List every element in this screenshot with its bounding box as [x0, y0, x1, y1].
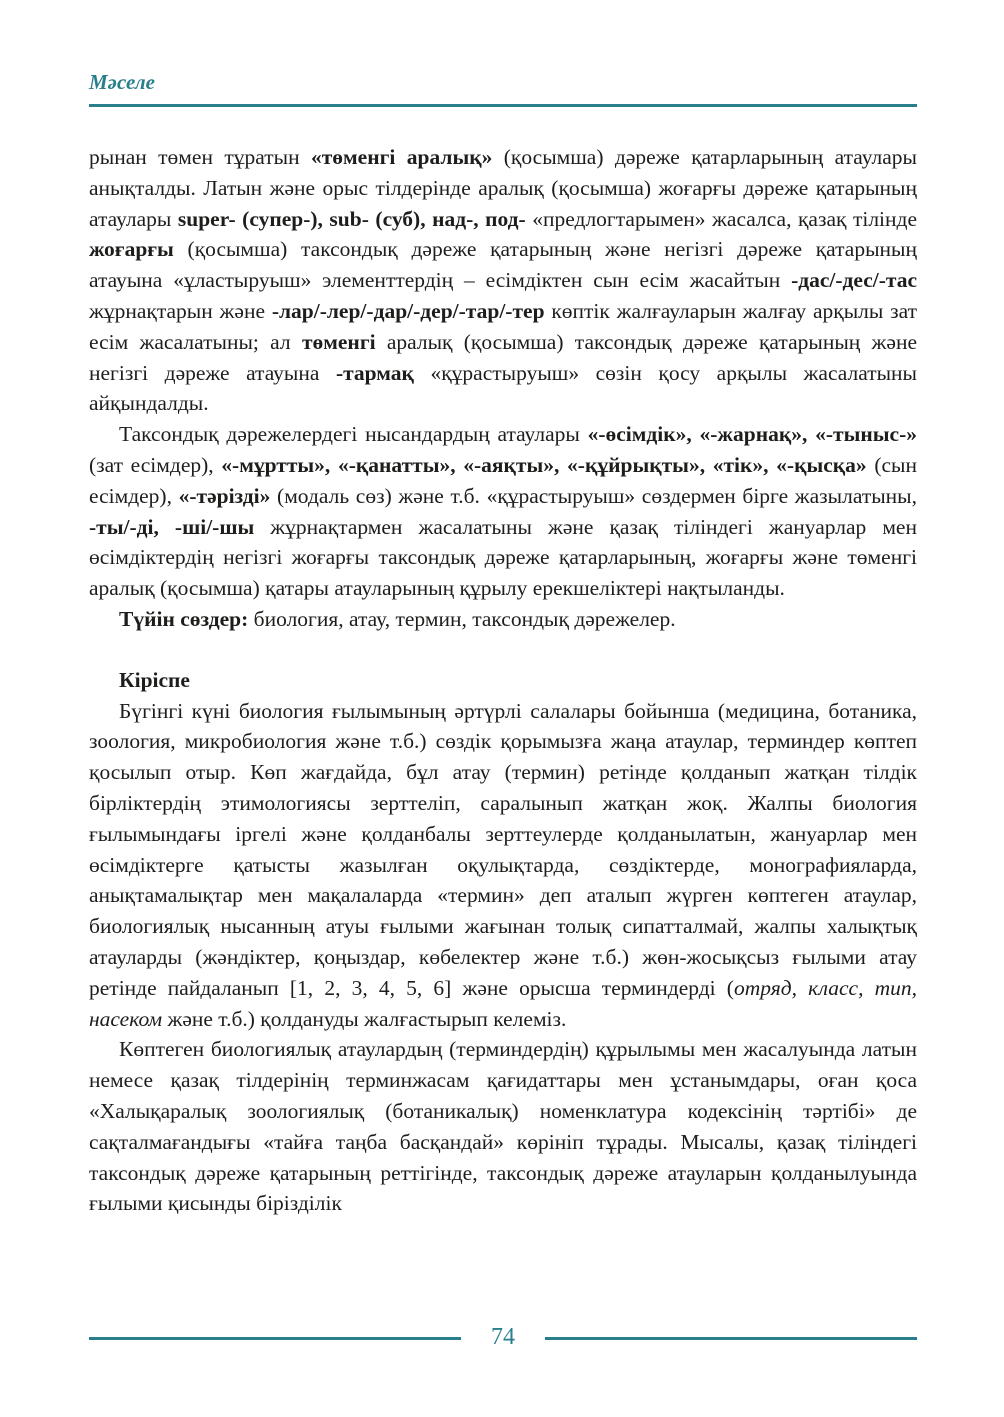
bold-term: «төменгі аралық»: [310, 145, 493, 169]
footer-divider-right: [545, 1337, 917, 1340]
text-run: (қосымша) таксондық дәреже қатарының және негізгі дәреже қатарының атауына «ұластыруыш» элементтердің – есімдіктен сын есім жасайтын: [89, 237, 917, 293]
keywords-list: биология, атау, термин, таксондық дәрежелер.: [248, 606, 676, 631]
keywords-paragraph: [89, 604, 917, 635]
page-number: 74: [491, 1324, 515, 1350]
bold-term: төменгі: [301, 329, 376, 354]
section-heading: Кіріспе: [119, 667, 190, 692]
bold-term: (суб), над-, под-: [375, 206, 526, 231]
abstract-paragraph-2: [89, 419, 917, 604]
text-run: «құрастыруыш» сөзін қосу арқылы жасалатыны айқындалды.: [89, 360, 917, 416]
bold-term: -тармақ: [335, 360, 414, 385]
intro-paragraph-1: [89, 696, 917, 1035]
text-run: Таксондық дәрежелердегі нысандардың атаулары: [119, 422, 588, 447]
bold-term: «-тәрізді»: [178, 483, 271, 508]
page-body: [89, 142, 917, 1219]
bold-term: (супер-), sub-: [242, 206, 369, 231]
abstract-paragraph-1: [89, 142, 917, 419]
text-run: Көптеген биологиялық атаулардың (терминдердің) құрылымы мен жасалуында латын немесе қазақ тілдерінің терминжасам қағидаттары мен ұстанымдары, оған қоса «Халықаралық зоологиялық (ботаникалық) номенклатура кодексінің тәртібі» де сақталмағандығы «тайға таңба басқандай» көрініп тұрады. Мысалы, қазақ тіліндегі таксондық дәреже қатарының реттігінде, таксондық дәреже атауларын қолданылуында ғылыми қисынды бірізділік: [89, 1037, 917, 1216]
running-header: Мәселе: [89, 70, 155, 94]
text-run: (сын есімдер),: [89, 452, 917, 508]
text-run: жұрнақтармен жасалатыны және қазақ тіліндегі жануарлар мен өсімдіктердің негізгі жоғарғы таксондық дәреже қатарларының, жоғарғы және төменгі аралық (қосымша) қатары атауларының құрылу ерекшеліктері нақтыланды.: [89, 514, 917, 601]
bold-term: жоғарғы: [89, 237, 174, 262]
italic-term: отряд, класс, тип, насеком: [89, 975, 917, 1031]
text-run: рынан төмен тұратын: [89, 145, 311, 169]
text-run: «предлогтарымен» жасалса, қазақ тілінде: [525, 206, 918, 231]
text-run: және т.б.) қолдануды жалғастырып келеміз.: [162, 1006, 567, 1031]
keywords-label: Түйін сөздер:: [119, 606, 249, 631]
bold-term: -ты/-ді, -ші/-шы: [89, 514, 255, 539]
text-run: Бүгінгі күні биология ғылымының әртүрлі салалары бойынша (медицина, ботаника, зоология, микробиология және т.б.) сөздік қорымызға жаңа атаулар, терминдер көптеп қосылып отыр. Көп жағдайда, бұл атау (термин) ретінде қолданып жатқан тілдік бірліктердің этимологиясы зерттеліп, саралынып жатқан жоқ. Жалпы биология ғылымындағы іргелі және қолданбалы зерттеулерде қолданылатын, жануарлар мен өсімдіктерге қатысты жазылған оқулықтарда, сөздіктерде, монографияларда, анықтамалықтар мен мақалаларда «термин» деп аталып жүрген көптеген атаулар, биологиялық нысанның атуы ғылыми жағынан толық сипатталмай, жалпы халықтық атауларды (жәндіктер, қоңыздар, көбелектер және т.б.) жөн-жосықсыз ғылыми атау ретінде пайдаланып [1, 2, 3, 4, 5, 6] және орысша терминдерді (: [89, 698, 917, 1000]
bold-term: -лар/-лер/-дар/-дер/-тар/-тер: [271, 298, 545, 323]
text-run: аралық (қосымша) таксондық дәреже қатарының және негізгі дәреже атауына: [89, 329, 918, 385]
intro-paragraph-2: [89, 1034, 917, 1219]
text-run: (зат есімдер),: [89, 452, 222, 477]
bold-term: «-мұртты», «-қанатты», «-аяқты», «-құйрықты», «тік», «-қысқа»: [221, 452, 867, 477]
header-divider: [89, 104, 917, 107]
text-run: (модаль сөз) және т.б. «құрастыруыш» сөздермен бірге жазылатыны,: [270, 483, 917, 508]
text-run: көптік жалғауларын жалғау арқылы зат есім жасалатыны; ал: [89, 298, 917, 354]
footer-divider-left: [89, 1337, 461, 1340]
bold-term: «-өсімдік», «-жарнақ», «-тыныс-»: [587, 422, 917, 447]
bold-term: super-: [177, 206, 236, 231]
text-run: (қосымша) дәреже қатарларының атаулары анықталды. Латын және орыс тілдерінде аралық (қосымша) жоғарғы дәреже қатарының атаулары: [89, 145, 917, 231]
text-run: жұрнақтарын және: [89, 298, 272, 323]
bold-term: -дас/-дес/-тас: [791, 268, 917, 293]
